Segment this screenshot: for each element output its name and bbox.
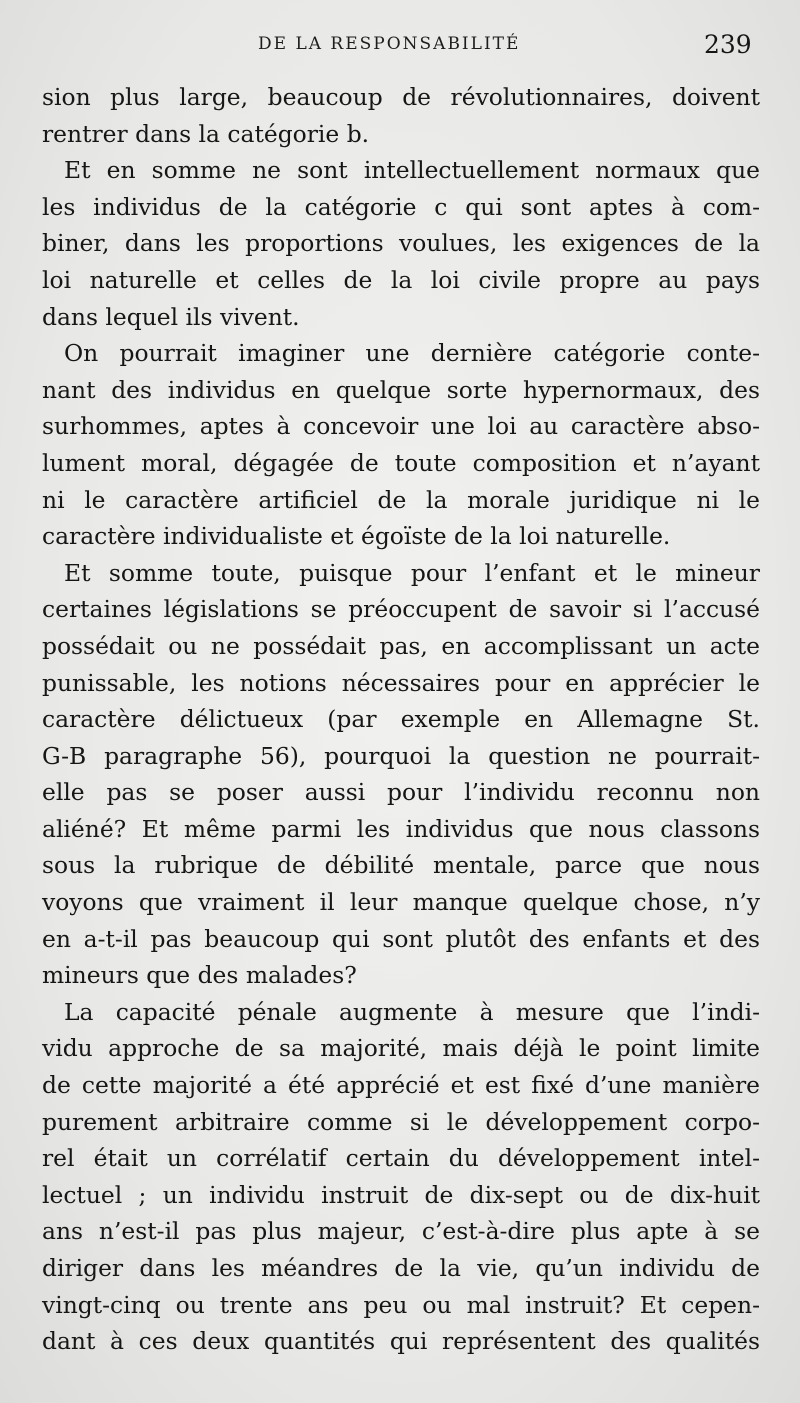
- text-line: lectuel ; un individu instruit de dix-sept ou de dix-huit: [42, 1180, 760, 1209]
- text-line: ans n’est-il pas plus majeur, c’est-à-dire plus apte à se: [42, 1217, 760, 1246]
- text-line: vingt-cinq ou trente ans peu ou mal instruit? Et cepen-: [42, 1290, 760, 1319]
- text-line: Et en somme ne sont intellectuellement normaux que: [64, 156, 760, 185]
- text-line: lument moral, dégagée de toute composition et n’ayant: [42, 448, 760, 477]
- text-line: biner, dans les proportions voulues, les exigences de la: [42, 229, 760, 258]
- text-line: surhommes, aptes à concevoir une loi au caractère abso-: [42, 412, 760, 441]
- text-line: Et somme toute, puisque pour l’enfant et le mineur: [64, 558, 760, 587]
- text-line: en a-t-il pas beaucoup qui sont plutôt des enfants et des: [42, 924, 760, 953]
- text-line: caractère délictueux (par exemple en Allemagne St.: [42, 705, 760, 734]
- text-line: certaines législations se préoccupent de savoir si l’accusé: [42, 595, 760, 624]
- text-line: loi naturelle et celles de la loi civile propre au pays: [42, 265, 760, 294]
- text-line: punissable, les notions nécessaires pour en apprécier le: [42, 668, 760, 697]
- text-line: sion plus large, beaucoup de révolutionnaires, doivent: [42, 83, 760, 111]
- text-line: de cette majorité a été apprécié et est fixé d’une manière: [42, 1071, 760, 1100]
- text-line: mineurs que des malades?: [42, 961, 357, 990]
- text-line: caractère individualiste et égoïste de la loi naturelle.: [42, 522, 671, 551]
- text-line: elle pas se poser aussi pour l’individu reconnu non: [42, 778, 760, 807]
- body-text: [42, 79, 760, 1360]
- text-line: dant à ces deux quantités qui représentent des qualités: [42, 1327, 760, 1356]
- text-line: nant des individus en quelque sorte hypernormaux, des: [42, 375, 760, 404]
- text-line: vidu approche de sa majorité, mais déjà le point limite: [42, 1034, 760, 1063]
- text-line: La capacité pénale augmente à mesure que l’indi-: [64, 997, 760, 1026]
- text-line: rel était un corrélatif certain du développement intel-: [42, 1144, 760, 1173]
- text-line: On pourrait imaginer une dernière catégorie conte-: [64, 339, 760, 368]
- text-line: ni le caractère artificiel de la morale juridique ni le: [42, 485, 760, 514]
- text-line: possédait ou ne possédait pas, en accomplissant un acte: [42, 631, 760, 660]
- text-line: aliéné? Et même parmi les individus que nous classons: [42, 814, 760, 843]
- text-line: G-B paragraphe 56), pourquoi la question ne pourrait-: [42, 741, 760, 770]
- text-line: dans lequel ils vivent.: [42, 302, 300, 331]
- text-line: rentrer dans la catégorie b.: [42, 119, 370, 148]
- text-line: voyons que vraiment il leur manque quelque chose, n’y: [42, 888, 760, 917]
- page-number: 239: [704, 30, 752, 59]
- text-line: purement arbitraire comme si le développement corpo-: [42, 1107, 760, 1136]
- text-line: sous la rubrique de débilité mentale, parce que nous: [42, 851, 760, 880]
- running-title: DE LA RESPONSABILITÉ: [258, 34, 521, 54]
- text-line: diriger dans les méandres de la vie, qu’un individu de: [42, 1254, 760, 1282]
- page-header: [0, 30, 800, 70]
- text-line: les individus de la catégorie c qui sont aptes à com-: [42, 192, 760, 221]
